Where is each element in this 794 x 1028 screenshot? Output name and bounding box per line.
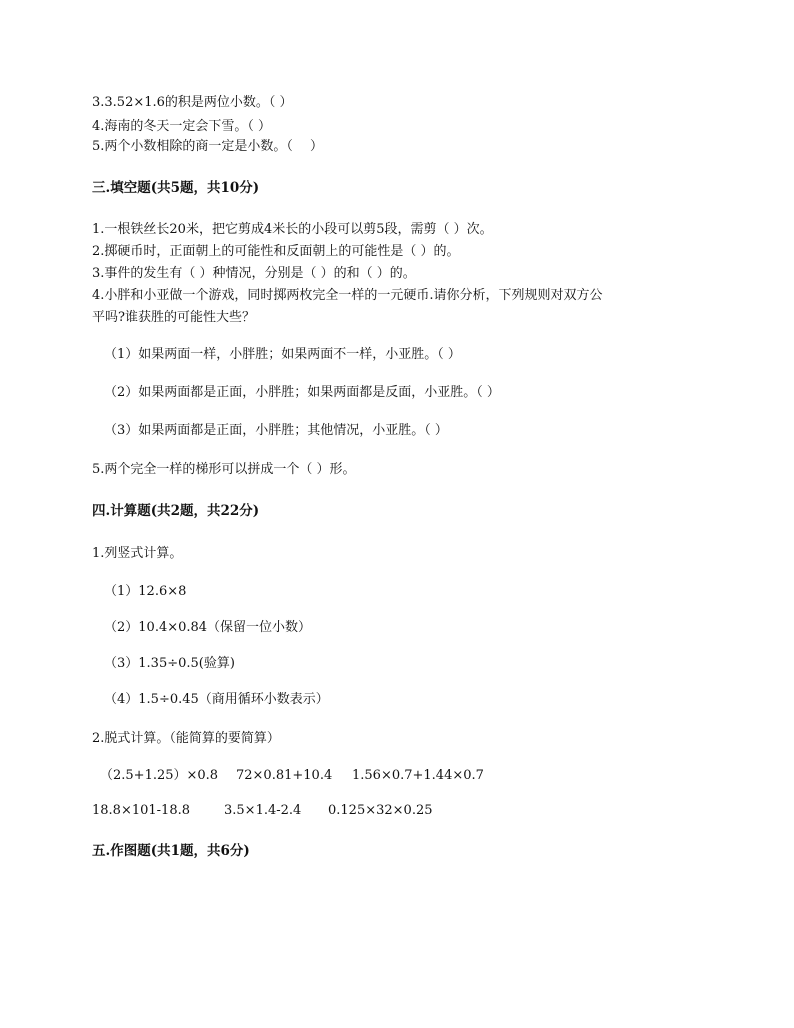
calc-expr: 0.125×32×0.25 [328,803,433,818]
calc-expr: （2.5+1.25）×0.8 [100,768,219,783]
judge-q5: 5.两个小数相除的商一定是小数。（ ） [92,139,324,154]
calc-expr: 3.5×1.4-2.4 [224,803,302,818]
section-heading-draw: 五.作图题(共1题，共6分) [92,843,250,859]
fill-q4-line2: 平吗?谁获胜的可能性大些？ [92,310,255,325]
calc-expr: 18.8×101-18.8 [92,803,190,818]
fill-q4-sub2: （2）如果两面都是正面，小胖胜；如果两面都是反面，小亚胜。（ ） [104,385,500,400]
fill-q1: 1.一根铁丝长20米，把它剪成4米长的小段可以剪5段，需剪（ ）次。 [92,222,493,237]
judge-q3: 3.3.52×1.6的积是两位小数。（ ） [92,95,293,110]
calc-q1-item-3: （3）1.35÷0.5(验算) [104,656,235,671]
section-heading-calc: 四.计算题(共2题，共22分) [92,503,260,519]
section-heading-fill: 三.填空题(共5题，共10分) [92,180,260,196]
fill-q5: 5.两个完全一样的梯形可以拼成一个（ ）形。 [92,462,356,477]
fill-q4-sub1: （1）如果两面一样，小胖胜；如果两面不一样，小亚胜。（ ） [104,347,461,362]
fill-q4-line1: 4.小胖和小亚做一个游戏，同时掷两枚完全一样的一元硬币.请你分析，下列规则对双方公 [92,288,603,303]
fill-q4-sub3: （3）如果两面都是正面，小胖胜；其他情况，小亚胜。（ ） [104,423,448,438]
calc-q1-item-1: （1）12.6×8 [104,584,187,599]
calc-q1: 1.列竖式计算。 [92,546,183,561]
calc-expr: 72×0.81+10.4 [236,768,333,783]
fill-q2: 2.掷硬币时，正面朝上的可能性和反面朝上的可能性是（ ）的。 [92,244,460,259]
calc-q2: 2.脱式计算。（能简算的要简算） [92,731,280,746]
calc-q1-item-4: （4）1.5÷0.45（商用循环小数表示） [104,692,329,707]
calc-expr: 1.56×0.7+1.44×0.7 [352,768,484,783]
judge-q4: 4.海南的冬天一定会下雪。（ ） [92,119,272,134]
calc-q1-item-2: （2）10.4×0.84（保留一位小数） [104,620,312,635]
fill-q3: 3.事件的发生有（ ）种情况，分别是（ ）的和（ ）的。 [92,266,416,281]
